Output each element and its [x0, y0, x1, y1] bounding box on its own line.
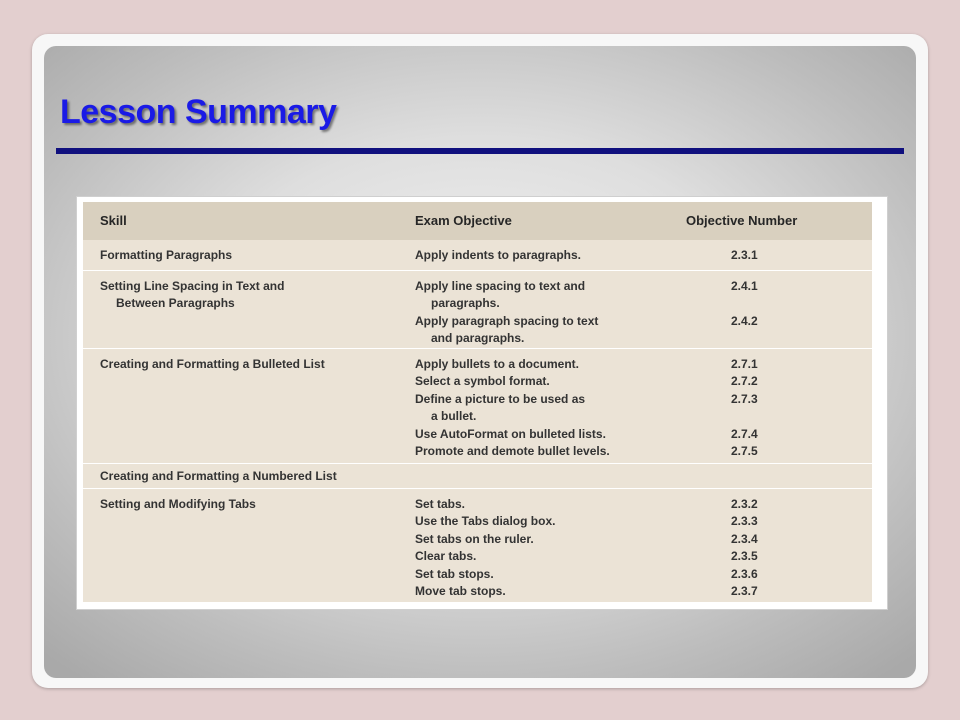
objective-number: 2.7.4 [731, 426, 758, 441]
objective-number: 2.4.2 [731, 313, 758, 328]
header-exam-objective: Exam Objective [415, 213, 512, 228]
number-cell [731, 278, 791, 330]
skill-cell [100, 356, 330, 373]
slide [44, 46, 916, 678]
title-rule [56, 148, 904, 154]
table-row [83, 271, 872, 349]
objective-number: 2.7.2 [731, 374, 758, 389]
table-header-row [83, 202, 872, 240]
objective-number: 2.7.1 [731, 357, 758, 371]
skill-text: Setting and Modifying Tabs [100, 497, 256, 511]
header-skill: Skill [100, 213, 127, 228]
skill-cell [100, 468, 337, 485]
objective-number: 2.3.2 [731, 497, 758, 511]
skill-cell [100, 496, 330, 513]
objective-text-continued: a bullet. [431, 409, 477, 424]
objective-number: 2.3.6 [731, 566, 758, 581]
objective-number: 2.3.7 [731, 584, 758, 599]
objective-text: Set tabs. [415, 497, 466, 511]
objective-number: 2.4.1 [731, 279, 758, 293]
objective-text: Set tabs on the ruler. [415, 531, 534, 546]
slide-title: Lesson Summary [60, 93, 337, 131]
objective-text: Use the Tabs dialog box. [415, 514, 556, 529]
skill-text: Creating and Formatting a Bulleted List [100, 357, 325, 371]
skill-text-continued: Between Paragraphs [116, 296, 235, 311]
number-cell [731, 356, 791, 460]
objective-text: Apply indents to paragraphs. [415, 248, 582, 262]
objective-text-continued: paragraphs. [431, 296, 500, 311]
objective-text: Promote and demote bullet levels. [415, 444, 610, 459]
table-row [83, 489, 872, 602]
objective-text: Apply bullets to a document. [415, 357, 580, 371]
objective-text: Select a symbol format. [415, 374, 550, 389]
objective-number: 2.7.5 [731, 444, 758, 459]
table-row [83, 349, 872, 464]
objective-number: 2.3.5 [731, 549, 758, 564]
skill-text: Creating and Formatting a Numbered List [100, 469, 337, 483]
objective-number: 2.3.1 [731, 248, 758, 262]
summary-table-frame [76, 196, 888, 610]
objective-number: 2.7.3 [731, 391, 758, 406]
table-row [83, 464, 872, 489]
objective-cell [415, 247, 625, 264]
skill-text: Formatting Paragraphs [100, 248, 233, 262]
header-objective-number: Objective Number [686, 213, 798, 228]
objective-text: Move tab stops. [415, 584, 506, 599]
skill-cell [100, 278, 330, 313]
objective-text: Use AutoFormat on bulleted lists. [415, 426, 606, 441]
objective-number: 2.3.3 [731, 514, 758, 529]
skill-cell [100, 247, 330, 264]
summary-table [83, 202, 872, 602]
objective-text: Apply paragraph spacing to text [415, 313, 599, 328]
number-cell [731, 247, 791, 264]
objective-text: Define a picture to be used as [415, 391, 586, 406]
slide-frame [32, 34, 928, 688]
objective-cell [415, 278, 625, 348]
objective-cell [415, 356, 625, 460]
table-row [83, 240, 872, 271]
objective-text: Set tab stops. [415, 566, 494, 581]
skill-text: Setting Line Spacing in Text and [100, 279, 285, 293]
objective-text: Clear tabs. [415, 549, 477, 564]
objective-text: Apply line spacing to text and [415, 279, 586, 293]
objective-number: 2.3.4 [731, 531, 758, 546]
objective-text-continued: and paragraphs. [431, 331, 525, 346]
objective-number-spacer [731, 295, 791, 312]
objective-cell [415, 496, 625, 600]
number-cell [731, 496, 791, 600]
objective-number-spacer [731, 408, 791, 425]
